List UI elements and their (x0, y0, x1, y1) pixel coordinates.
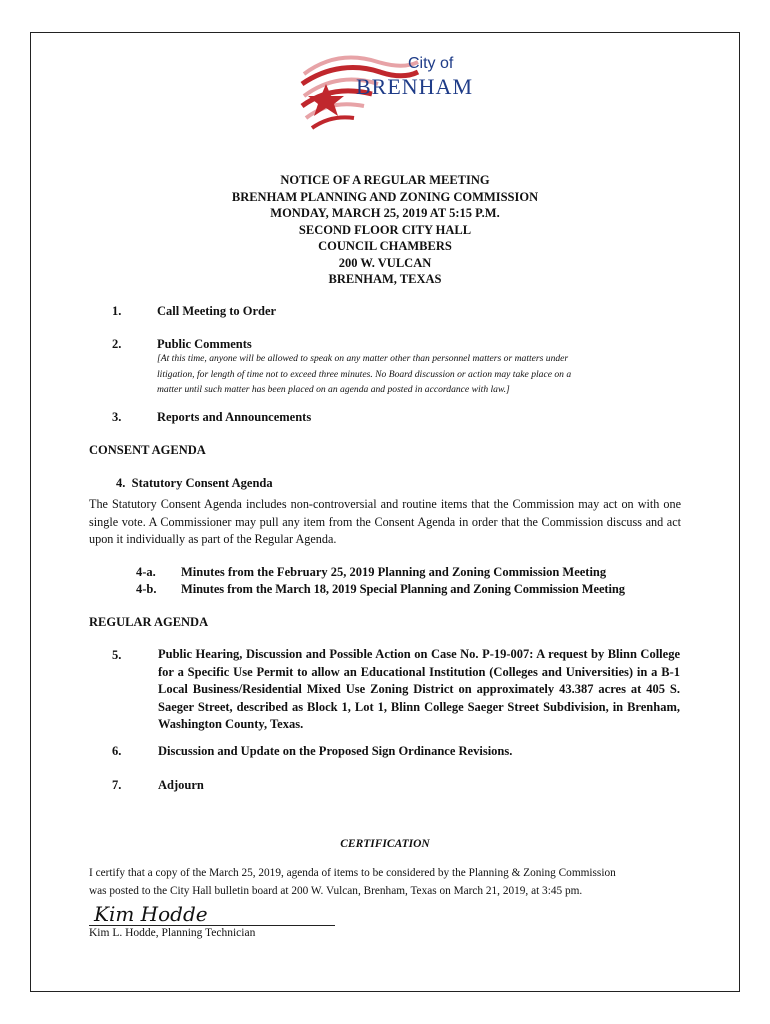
certification-line: was posted to the City Hall bulletin board at 200 W. Vulcan, Brenham, Texas on March 21, 2019, at 3:45 pm. (89, 884, 583, 897)
regular-agenda-heading: REGULAR AGENDA (89, 615, 209, 629)
note-line: litigation, for length of time not to exceed three minutes. No Board discussion or action may take place on a (157, 368, 572, 380)
signature (92, 895, 212, 929)
item-5-number: 5. (112, 648, 122, 662)
item-2-label: Public Comments (157, 337, 252, 351)
svg-text:City of: City of (408, 55, 454, 72)
item-7-label: Adjourn (158, 778, 204, 792)
meeting-notice-header (0, 172, 770, 288)
item-4b-number: 4-b. (136, 582, 157, 596)
item-1-number: 1. (112, 304, 122, 318)
svg-text:BRENHAM: BRENHAM (356, 74, 474, 99)
consent-agenda-heading: CONSENT AGENDA (89, 443, 206, 457)
item-6-label: Discussion and Update on the Proposed Sign Ordinance Revisions. (158, 744, 513, 758)
signer-name: Kim L. Hodde, Planning Technician (89, 927, 256, 939)
header-line: 200 W. VULCAN (338, 255, 432, 270)
item-1-label: Call Meeting to Order (157, 304, 277, 318)
public-comments-note (157, 351, 657, 398)
item-3-label: Reports and Announcements (157, 410, 312, 424)
item-3-number: 3. (112, 410, 122, 424)
header-line: MONDAY, MARCH 25, 2019 AT 5:15 P.M. (270, 206, 500, 220)
certification-line: I certify that a copy of the March 25, 2019, agenda of items to be considered by the Planning & Zoning Commission (89, 867, 616, 879)
item-2-number: 2. (112, 337, 122, 351)
header-line: SECOND FLOOR CITY HALL (298, 222, 472, 237)
svg-text:Kim Hodde: Kim Hodde (94, 902, 208, 926)
certification-title: CERTIFICATION (340, 838, 430, 850)
item-6-number: 6. (112, 744, 122, 758)
consent-agenda-paragraph: The Statutory Consent Agenda includes non-controversial and routine items that the Commission may act on with one single vote. A Commissioner may pull any item from the Consent Agenda in order that the Commission discuss and act upon it individually as part of the Regular Agenda. (89, 497, 681, 546)
header-line: NOTICE OF A REGULAR MEETING (280, 173, 490, 187)
item-4b-label: Minutes from the March 18, 2019 Special Planning and Zoning Commission Meeting (181, 582, 625, 596)
item-4-label: 4. Statutory Consent Agenda (116, 476, 273, 490)
item-4a-number: 4-a. (136, 565, 156, 579)
note-line: matter until such matter has been placed on an agenda and posted in accordance with law.] (157, 384, 510, 395)
city-of-brenham-logo (298, 44, 478, 136)
item-4a-label: Minutes from the February 25, 2019 Planning and Zoning Commission Meeting (181, 565, 607, 579)
header-line: BRENHAM PLANNING AND ZONING COMMISSION (231, 189, 539, 204)
item-7-number: 7. (112, 778, 122, 792)
header-line: BRENHAM, TEXAS (328, 272, 442, 286)
header-line: COUNCIL CHAMBERS (318, 239, 452, 253)
signature-line (89, 925, 335, 926)
note-line: [At this time, anyone will be allowed to speak on any matter other than personnel matters or matters under (157, 353, 569, 364)
item-5-text: Public Hearing, Discussion and Possible Action on Case No. P-19-007: A request by Blinn College for a Specific Use Permit to allow an Educational Institution (Colleges and Universities) in a B-1 Local Business/Residential Mixed Use Zoning District on approximately 43.387 acres at 405 S. Saeger Street, described as Block 1, Lot 1, Blinn College Saeger Street Subdivision, in Brenham, Washington County, Texas. (158, 647, 680, 731)
